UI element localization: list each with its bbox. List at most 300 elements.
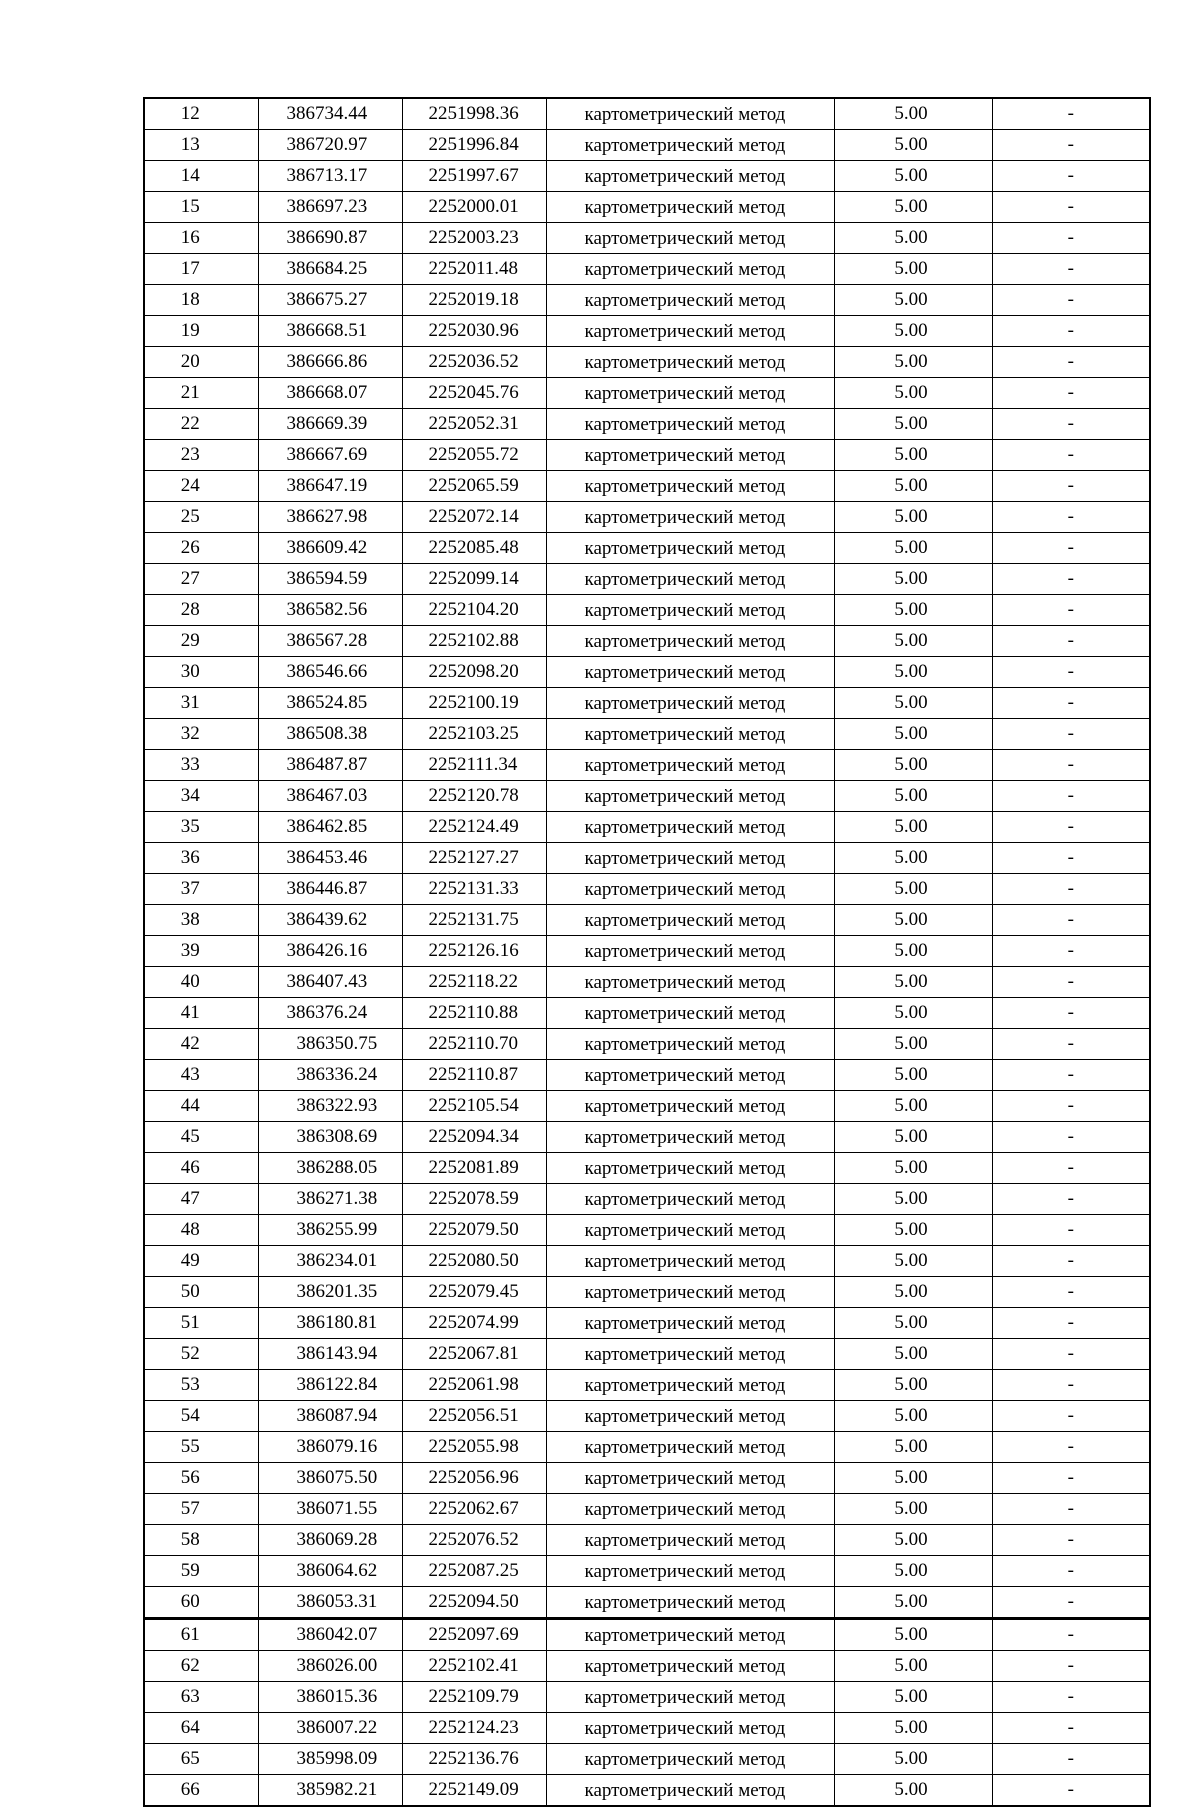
method-cell: картометрический метод	[546, 781, 834, 812]
y-coordinate-cell: 2252062.67	[402, 1494, 546, 1525]
method-cell: картометрический метод	[546, 471, 834, 502]
accuracy-cell: 5.00	[834, 1339, 992, 1370]
y-coordinate-cell: 2252003.23	[402, 223, 546, 254]
point-number-cell: 47	[144, 1184, 258, 1215]
method-cell: картометрический метод	[546, 1091, 834, 1122]
note-cell: -	[992, 1091, 1150, 1122]
x-coordinate-cell: 386079.16	[258, 1432, 402, 1463]
y-coordinate-cell: 2251997.67	[402, 161, 546, 192]
note-cell: -	[992, 1246, 1150, 1277]
accuracy-cell: 5.00	[834, 1277, 992, 1308]
x-coordinate-cell: 386075.50	[258, 1463, 402, 1494]
point-number-cell: 34	[144, 781, 258, 812]
y-coordinate-cell: 2252111.34	[402, 750, 546, 781]
note-cell: -	[992, 1556, 1150, 1587]
y-coordinate-cell: 2252055.98	[402, 1432, 546, 1463]
x-coordinate-cell: 386288.05	[258, 1153, 402, 1184]
note-cell: -	[992, 843, 1150, 874]
point-number-cell: 49	[144, 1246, 258, 1277]
table-row	[144, 1619, 1150, 1651]
x-coordinate-cell: 386609.42	[258, 533, 402, 564]
y-coordinate-cell: 2252030.96	[402, 316, 546, 347]
table-row	[144, 1401, 1150, 1432]
method-cell: картометрический метод	[546, 378, 834, 409]
accuracy-cell: 5.00	[834, 1370, 992, 1401]
point-number-cell: 56	[144, 1463, 258, 1494]
method-cell: картометрический метод	[546, 843, 834, 874]
y-coordinate-cell: 2252102.88	[402, 626, 546, 657]
table-row	[144, 1308, 1150, 1339]
point-number-cell: 50	[144, 1277, 258, 1308]
point-number-cell: 55	[144, 1432, 258, 1463]
method-cell: картометрический метод	[546, 874, 834, 905]
table-row	[144, 1463, 1150, 1494]
method-cell: картометрический метод	[546, 285, 834, 316]
note-cell: -	[992, 1432, 1150, 1463]
note-cell: -	[992, 626, 1150, 657]
method-cell: картометрический метод	[546, 1494, 834, 1525]
point-number-cell: 58	[144, 1525, 258, 1556]
table-row	[144, 1525, 1150, 1556]
x-coordinate-cell: 386234.01	[258, 1246, 402, 1277]
note-cell: -	[992, 1370, 1150, 1401]
x-coordinate-cell: 386508.38	[258, 719, 402, 750]
x-coordinate-cell: 386734.44	[258, 98, 402, 130]
y-coordinate-cell: 2252011.48	[402, 254, 546, 285]
accuracy-cell: 5.00	[834, 161, 992, 192]
method-cell: картометрический метод	[546, 1277, 834, 1308]
table-row	[144, 533, 1150, 564]
x-coordinate-cell: 386336.24	[258, 1060, 402, 1091]
note-cell: -	[992, 1215, 1150, 1246]
x-coordinate-cell: 386453.46	[258, 843, 402, 874]
method-cell: картометрический метод	[546, 1463, 834, 1494]
method-cell: картометрический метод	[546, 564, 834, 595]
point-number-cell: 26	[144, 533, 258, 564]
accuracy-cell: 5.00	[834, 1091, 992, 1122]
note-cell: -	[992, 1651, 1150, 1682]
note-cell: -	[992, 936, 1150, 967]
accuracy-cell: 5.00	[834, 1184, 992, 1215]
note-cell: -	[992, 564, 1150, 595]
method-cell: картометрический метод	[546, 688, 834, 719]
accuracy-cell: 5.00	[834, 998, 992, 1029]
x-coordinate-cell: 386697.23	[258, 192, 402, 223]
accuracy-cell: 5.00	[834, 1587, 992, 1619]
point-number-cell: 25	[144, 502, 258, 533]
y-coordinate-cell: 2252136.76	[402, 1744, 546, 1775]
point-number-cell: 41	[144, 998, 258, 1029]
y-coordinate-cell: 2252065.59	[402, 471, 546, 502]
method-cell: картометрический метод	[546, 1651, 834, 1682]
x-coordinate-cell: 386042.07	[258, 1619, 402, 1651]
accuracy-cell: 5.00	[834, 1246, 992, 1277]
method-cell: картометрический метод	[546, 719, 834, 750]
method-cell: картометрический метод	[546, 533, 834, 564]
note-cell: -	[992, 192, 1150, 223]
accuracy-cell: 5.00	[834, 1463, 992, 1494]
y-coordinate-cell: 2252056.96	[402, 1463, 546, 1494]
method-cell: картометрический метод	[546, 223, 834, 254]
note-cell: -	[992, 688, 1150, 719]
method-cell: картометрический метод	[546, 254, 834, 285]
x-coordinate-cell: 386546.66	[258, 657, 402, 688]
x-coordinate-cell: 386407.43	[258, 967, 402, 998]
note-cell: -	[992, 440, 1150, 471]
point-number-cell: 28	[144, 595, 258, 626]
table-row	[144, 750, 1150, 781]
table-row	[144, 1029, 1150, 1060]
accuracy-cell: 5.00	[834, 223, 992, 254]
x-coordinate-cell: 386446.87	[258, 874, 402, 905]
table-row	[144, 1775, 1150, 1807]
y-coordinate-cell: 2252078.59	[402, 1184, 546, 1215]
note-cell: -	[992, 750, 1150, 781]
accuracy-cell: 5.00	[834, 843, 992, 874]
note-cell: -	[992, 1339, 1150, 1370]
y-coordinate-cell: 2252124.49	[402, 812, 546, 843]
point-number-cell: 65	[144, 1744, 258, 1775]
x-coordinate-cell: 386308.69	[258, 1122, 402, 1153]
accuracy-cell: 5.00	[834, 1682, 992, 1713]
y-coordinate-cell: 2252056.51	[402, 1401, 546, 1432]
accuracy-cell: 5.00	[834, 1215, 992, 1246]
table-row	[144, 1432, 1150, 1463]
accuracy-cell: 5.00	[834, 347, 992, 378]
note-cell: -	[992, 595, 1150, 626]
note-cell: -	[992, 161, 1150, 192]
point-number-cell: 27	[144, 564, 258, 595]
accuracy-cell: 5.00	[834, 781, 992, 812]
point-number-cell: 61	[144, 1619, 258, 1651]
method-cell: картометрический метод	[546, 1122, 834, 1153]
method-cell: картометрический метод	[546, 1619, 834, 1651]
y-coordinate-cell: 2252105.54	[402, 1091, 546, 1122]
x-coordinate-cell: 386467.03	[258, 781, 402, 812]
table-row	[144, 1556, 1150, 1587]
y-coordinate-cell: 2252110.88	[402, 998, 546, 1029]
point-number-cell: 24	[144, 471, 258, 502]
point-number-cell: 18	[144, 285, 258, 316]
point-number-cell: 48	[144, 1215, 258, 1246]
accuracy-cell: 5.00	[834, 626, 992, 657]
note-cell: -	[992, 905, 1150, 936]
accuracy-cell: 5.00	[834, 1744, 992, 1775]
accuracy-cell: 5.00	[834, 688, 992, 719]
accuracy-cell: 5.00	[834, 192, 992, 223]
note-cell: -	[992, 1277, 1150, 1308]
point-number-cell: 12	[144, 98, 258, 130]
method-cell: картометрический метод	[546, 750, 834, 781]
note-cell: -	[992, 471, 1150, 502]
accuracy-cell: 5.00	[834, 905, 992, 936]
method-cell: картометрический метод	[546, 409, 834, 440]
table-row	[144, 905, 1150, 936]
accuracy-cell: 5.00	[834, 285, 992, 316]
table-row	[144, 1246, 1150, 1277]
y-coordinate-cell: 2251996.84	[402, 130, 546, 161]
point-number-cell: 44	[144, 1091, 258, 1122]
method-cell: картометрический метод	[546, 440, 834, 471]
point-number-cell: 37	[144, 874, 258, 905]
table-row	[144, 1587, 1150, 1619]
table-row	[144, 874, 1150, 905]
note-cell: -	[992, 1184, 1150, 1215]
point-number-cell: 52	[144, 1339, 258, 1370]
table-row	[144, 409, 1150, 440]
method-cell: картометрический метод	[546, 1153, 834, 1184]
note-cell: -	[992, 285, 1150, 316]
y-coordinate-cell: 2251998.36	[402, 98, 546, 130]
accuracy-cell: 5.00	[834, 1525, 992, 1556]
x-coordinate-cell: 385982.21	[258, 1775, 402, 1807]
method-cell: картометрический метод	[546, 130, 834, 161]
point-number-cell: 63	[144, 1682, 258, 1713]
accuracy-cell: 5.00	[834, 440, 992, 471]
method-cell: картометрический метод	[546, 192, 834, 223]
x-coordinate-cell: 386720.97	[258, 130, 402, 161]
table-row	[144, 1060, 1150, 1091]
accuracy-cell: 5.00	[834, 1432, 992, 1463]
method-cell: картометрический метод	[546, 1029, 834, 1060]
point-number-cell: 57	[144, 1494, 258, 1525]
point-number-cell: 20	[144, 347, 258, 378]
method-cell: картометрический метод	[546, 1060, 834, 1091]
y-coordinate-cell: 2252099.14	[402, 564, 546, 595]
table-row	[144, 843, 1150, 874]
y-coordinate-cell: 2252079.50	[402, 1215, 546, 1246]
method-cell: картометрический метод	[546, 812, 834, 843]
method-cell: картометрический метод	[546, 1587, 834, 1619]
x-coordinate-cell: 386567.28	[258, 626, 402, 657]
table-row	[144, 192, 1150, 223]
method-cell: картометрический метод	[546, 998, 834, 1029]
x-coordinate-cell: 386690.87	[258, 223, 402, 254]
point-number-cell: 45	[144, 1122, 258, 1153]
x-coordinate-cell: 386666.86	[258, 347, 402, 378]
note-cell: -	[992, 533, 1150, 564]
table-row	[144, 254, 1150, 285]
table-row	[144, 1744, 1150, 1775]
y-coordinate-cell: 2252102.41	[402, 1651, 546, 1682]
point-number-cell: 13	[144, 130, 258, 161]
method-cell: картометрический метод	[546, 161, 834, 192]
x-coordinate-cell: 386582.56	[258, 595, 402, 626]
note-cell: -	[992, 1619, 1150, 1651]
note-cell: -	[992, 409, 1150, 440]
accuracy-cell: 5.00	[834, 1122, 992, 1153]
accuracy-cell: 5.00	[834, 1029, 992, 1060]
accuracy-cell: 5.00	[834, 502, 992, 533]
note-cell: -	[992, 1775, 1150, 1807]
x-coordinate-cell: 386350.75	[258, 1029, 402, 1060]
table-row	[144, 285, 1150, 316]
method-cell: картометрический метод	[546, 1370, 834, 1401]
table-row	[144, 471, 1150, 502]
table-row	[144, 1713, 1150, 1744]
x-coordinate-cell: 386713.17	[258, 161, 402, 192]
note-cell: -	[992, 1308, 1150, 1339]
point-number-cell: 35	[144, 812, 258, 843]
table-row	[144, 98, 1150, 130]
accuracy-cell: 5.00	[834, 967, 992, 998]
method-cell: картометрический метод	[546, 1682, 834, 1713]
x-coordinate-cell: 386322.93	[258, 1091, 402, 1122]
accuracy-cell: 5.00	[834, 471, 992, 502]
accuracy-cell: 5.00	[834, 936, 992, 967]
x-coordinate-cell: 386668.51	[258, 316, 402, 347]
accuracy-cell: 5.00	[834, 254, 992, 285]
point-number-cell: 54	[144, 1401, 258, 1432]
accuracy-cell: 5.00	[834, 1556, 992, 1587]
table-row	[144, 936, 1150, 967]
y-coordinate-cell: 2252074.99	[402, 1308, 546, 1339]
x-coordinate-cell: 386669.39	[258, 409, 402, 440]
y-coordinate-cell: 2252110.87	[402, 1060, 546, 1091]
point-number-cell: 62	[144, 1651, 258, 1682]
point-number-cell: 40	[144, 967, 258, 998]
y-coordinate-cell: 2252080.50	[402, 1246, 546, 1277]
point-number-cell: 59	[144, 1556, 258, 1587]
table-row	[144, 657, 1150, 688]
accuracy-cell: 5.00	[834, 378, 992, 409]
x-coordinate-cell: 386143.94	[258, 1339, 402, 1370]
y-coordinate-cell: 2252103.25	[402, 719, 546, 750]
y-coordinate-cell: 2252109.79	[402, 1682, 546, 1713]
y-coordinate-cell: 2252126.16	[402, 936, 546, 967]
table-row	[144, 1122, 1150, 1153]
note-cell: -	[992, 719, 1150, 750]
table-row	[144, 1215, 1150, 1246]
table-row	[144, 223, 1150, 254]
y-coordinate-cell: 2252081.89	[402, 1153, 546, 1184]
point-number-cell: 17	[144, 254, 258, 285]
method-cell: картометрический метод	[546, 1215, 834, 1246]
y-coordinate-cell: 2252127.27	[402, 843, 546, 874]
method-cell: картометрический метод	[546, 347, 834, 378]
x-coordinate-cell: 386026.00	[258, 1651, 402, 1682]
accuracy-cell: 5.00	[834, 1713, 992, 1744]
method-cell: картометрический метод	[546, 1246, 834, 1277]
point-number-cell: 31	[144, 688, 258, 719]
table-row	[144, 1682, 1150, 1713]
method-cell: картометрический метод	[546, 1308, 834, 1339]
point-number-cell: 30	[144, 657, 258, 688]
note-cell: -	[992, 1494, 1150, 1525]
point-number-cell: 42	[144, 1029, 258, 1060]
method-cell: картометрический метод	[546, 657, 834, 688]
note-cell: -	[992, 657, 1150, 688]
method-cell: картометрический метод	[546, 1339, 834, 1370]
x-coordinate-cell: 386594.59	[258, 564, 402, 595]
x-coordinate-cell: 386487.87	[258, 750, 402, 781]
table-row	[144, 1370, 1150, 1401]
y-coordinate-cell: 2252149.09	[402, 1775, 546, 1807]
note-cell: -	[992, 1153, 1150, 1184]
table-row	[144, 1184, 1150, 1215]
x-coordinate-cell: 386201.35	[258, 1277, 402, 1308]
method-cell: картометрический метод	[546, 1184, 834, 1215]
coordinates-table	[143, 97, 1151, 1807]
table-row	[144, 1153, 1150, 1184]
table-row	[144, 998, 1150, 1029]
accuracy-cell: 5.00	[834, 750, 992, 781]
point-number-cell: 39	[144, 936, 258, 967]
y-coordinate-cell: 2252087.25	[402, 1556, 546, 1587]
note-cell: -	[992, 1525, 1150, 1556]
accuracy-cell: 5.00	[834, 719, 992, 750]
x-coordinate-cell: 386524.85	[258, 688, 402, 719]
y-coordinate-cell: 2252072.14	[402, 502, 546, 533]
method-cell: картометрический метод	[546, 1401, 834, 1432]
point-number-cell: 22	[144, 409, 258, 440]
method-cell: картометрический метод	[546, 595, 834, 626]
table-row	[144, 1277, 1150, 1308]
point-number-cell: 29	[144, 626, 258, 657]
y-coordinate-cell: 2252045.76	[402, 378, 546, 409]
y-coordinate-cell: 2252079.45	[402, 1277, 546, 1308]
y-coordinate-cell: 2252067.81	[402, 1339, 546, 1370]
x-coordinate-cell: 386439.62	[258, 905, 402, 936]
x-coordinate-cell: 386684.25	[258, 254, 402, 285]
y-coordinate-cell: 2252055.72	[402, 440, 546, 471]
y-coordinate-cell: 2252094.50	[402, 1587, 546, 1619]
note-cell: -	[992, 1682, 1150, 1713]
y-coordinate-cell: 2252019.18	[402, 285, 546, 316]
point-number-cell: 16	[144, 223, 258, 254]
y-coordinate-cell: 2252036.52	[402, 347, 546, 378]
note-cell: -	[992, 1744, 1150, 1775]
table-row	[144, 1339, 1150, 1370]
y-coordinate-cell: 2252124.23	[402, 1713, 546, 1744]
x-coordinate-cell: 386668.07	[258, 378, 402, 409]
y-coordinate-cell: 2252000.01	[402, 192, 546, 223]
y-coordinate-cell: 2252076.52	[402, 1525, 546, 1556]
accuracy-cell: 5.00	[834, 1308, 992, 1339]
note-cell: -	[992, 967, 1150, 998]
note-cell: -	[992, 781, 1150, 812]
x-coordinate-cell: 386647.19	[258, 471, 402, 502]
point-number-cell: 19	[144, 316, 258, 347]
accuracy-cell: 5.00	[834, 1651, 992, 1682]
accuracy-cell: 5.00	[834, 564, 992, 595]
table-row	[144, 967, 1150, 998]
accuracy-cell: 5.00	[834, 1494, 992, 1525]
x-coordinate-cell: 386271.38	[258, 1184, 402, 1215]
y-coordinate-cell: 2252118.22	[402, 967, 546, 998]
accuracy-cell: 5.00	[834, 98, 992, 130]
x-coordinate-cell: 386376.24	[258, 998, 402, 1029]
table-row	[144, 1651, 1150, 1682]
accuracy-cell: 5.00	[834, 316, 992, 347]
x-coordinate-cell: 386071.55	[258, 1494, 402, 1525]
method-cell: картометрический метод	[546, 316, 834, 347]
point-number-cell: 51	[144, 1308, 258, 1339]
point-number-cell: 43	[144, 1060, 258, 1091]
table-row	[144, 440, 1150, 471]
y-coordinate-cell: 2252097.69	[402, 1619, 546, 1651]
method-cell: картометрический метод	[546, 98, 834, 130]
table-row	[144, 378, 1150, 409]
method-cell: картометрический метод	[546, 905, 834, 936]
x-coordinate-cell: 386255.99	[258, 1215, 402, 1246]
table-row	[144, 502, 1150, 533]
method-cell: картометрический метод	[546, 502, 834, 533]
note-cell: -	[992, 254, 1150, 285]
table-row	[144, 347, 1150, 378]
point-number-cell: 23	[144, 440, 258, 471]
method-cell: картометрический метод	[546, 1556, 834, 1587]
